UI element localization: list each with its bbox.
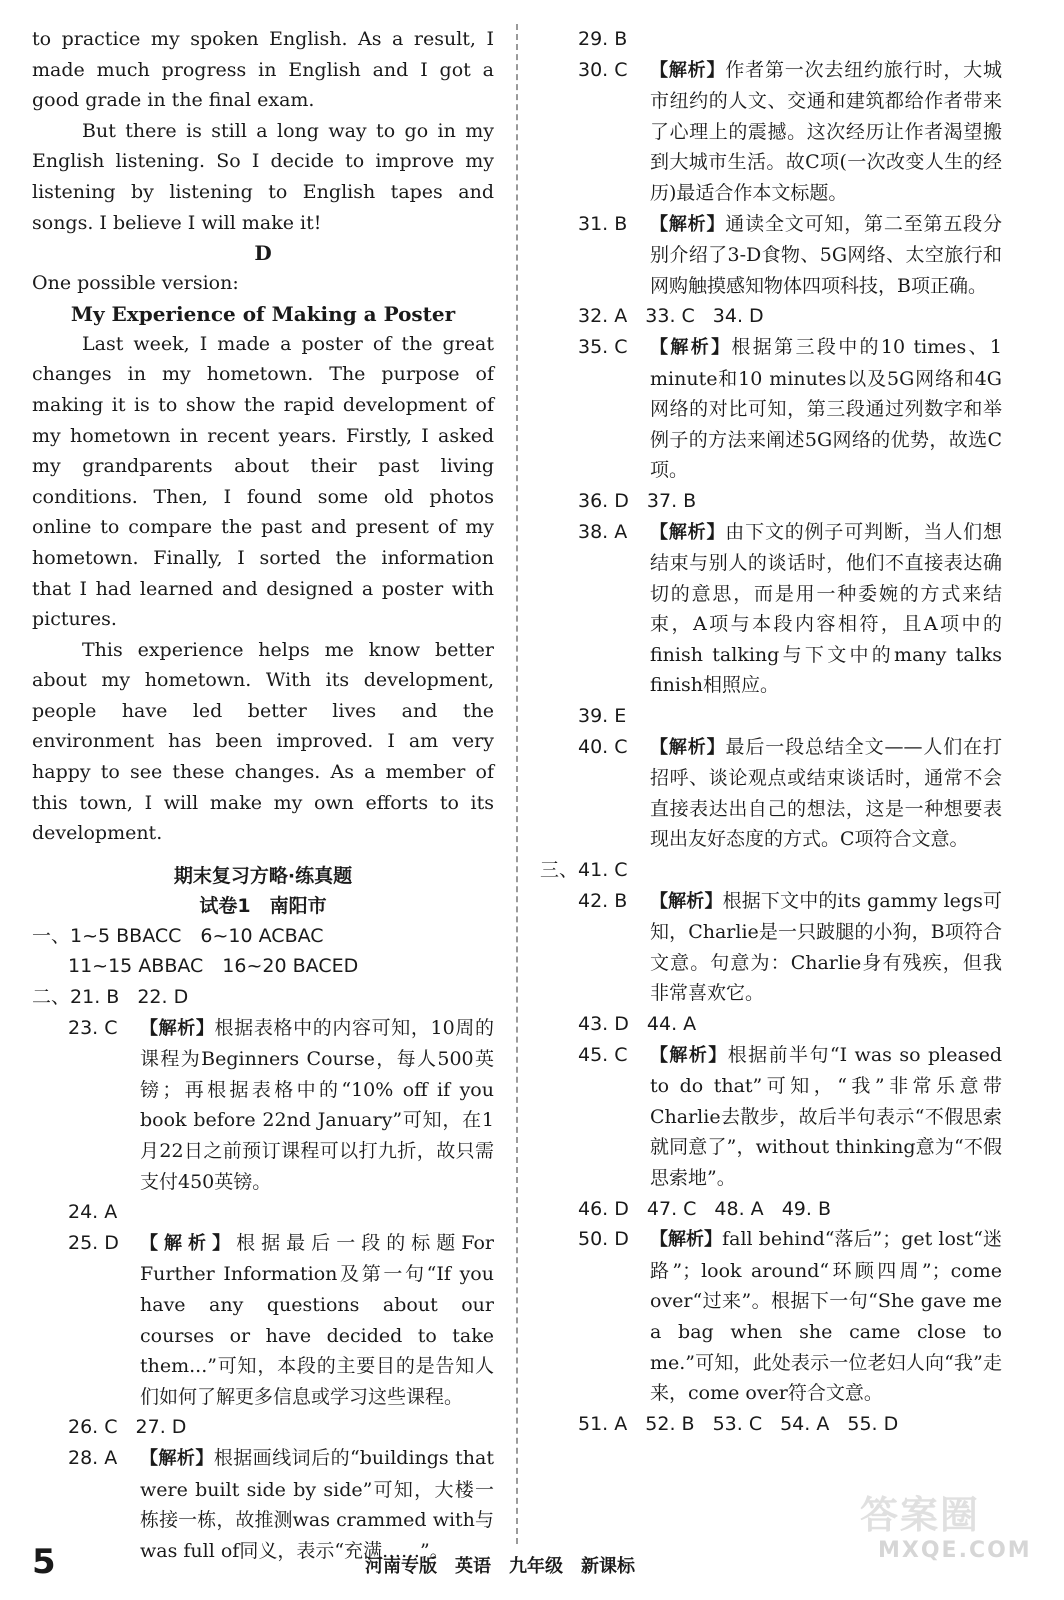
answer-40-number: 40. C xyxy=(578,735,628,758)
answer-32: 32. A xyxy=(578,305,628,328)
answer-21: 21. B xyxy=(70,986,120,1009)
analysis-tag: 【解析】 xyxy=(650,213,726,235)
answers-26-27 xyxy=(32,1412,494,1443)
answer-50 xyxy=(578,1224,1002,1409)
part1-answers-1: 1~5 BBACC 6~10 ACBAC xyxy=(70,924,324,947)
part2-line xyxy=(32,982,494,1013)
page-number: 5 xyxy=(32,1542,56,1582)
part1-answers-2: 11~15 ABBAC 16~20 BACED xyxy=(68,955,359,978)
analysis-tag: 【解析】 xyxy=(650,736,726,758)
answer-25-number: 25. D xyxy=(68,1231,119,1254)
part3-prefix: 三、 xyxy=(540,859,579,882)
answer-25 xyxy=(68,1228,494,1413)
part1-line-2 xyxy=(32,951,494,982)
essay-title: My Experience of Making a Poster xyxy=(70,301,456,326)
answer-48: 48. A xyxy=(714,1197,764,1220)
answer-53: 53. C xyxy=(712,1412,763,1435)
answer-25-text: 根据最后一段的标题For Further Information及第一句“If you have any questions about our courses or have decided to take them...”可知，本段的主要目的是告知人们如何了解更多信息或学习这些课程。 xyxy=(140,1231,495,1408)
answers-36-37 xyxy=(578,486,1002,517)
answer-38-text: 由下文的例子可判断，当人们想结束与别人的谈话时，他们不直接表达确切的意思，而是用一种委婉的方式来结束，A项与本段内容相符，且A项中的finish talking与下文中的many talks finish相照应。 xyxy=(650,520,1002,697)
answer-26: 26. C xyxy=(68,1416,118,1439)
answer-39: 39. E xyxy=(578,705,627,728)
one-possible-version: One possible version: xyxy=(32,272,239,295)
answer-38-number: 38. A xyxy=(578,520,628,543)
analysis-tag: 【解析】 xyxy=(650,336,732,358)
answer-37: 37. B xyxy=(646,489,697,512)
answer-42 xyxy=(578,886,1002,1009)
essay-paragraph-1: Last week, I made a poster of the great changes in my hometown. The purpose of making it is to show the rapid development of my hometown in recent years. Firstly, I asked my grandparents about their past living conditions. Then, I found some old photos online to compare the past and present of my hometown. Finally, I sorted the information that I had learned and designed a poster with pictures. xyxy=(32,332,494,631)
answer-35-number: 35. C xyxy=(578,335,628,358)
answer-42-text: 根据下文中的its gammy legs可知，Charlie是一只跛腿的小狗，B项符合文意。句意为：Charlie身有残疾，但我非常喜欢它。 xyxy=(650,889,1002,1005)
part2-prefix: 二、 xyxy=(32,986,71,1009)
answer-23-text: 根据表格中的内容可知，10周的课程为Beginners Course，每人500英镑；再根据表格中的“10% off if you book before 22nd January”可知，在1月22日之前预订课程可以打九折，故只需支付450英镑。 xyxy=(140,1016,494,1193)
answer-40 xyxy=(578,732,1002,855)
analysis-tag: 【解析】 xyxy=(650,1044,728,1066)
analysis-tag: 【解析】 xyxy=(140,1017,215,1039)
analysis-tag: 【解析】 xyxy=(650,890,723,912)
analysis-tag: 【解析】 xyxy=(650,521,726,543)
answer-30 xyxy=(578,55,1002,209)
answer-45-text: 根据前半句“I was so pleased to do that”可知，“我”非常乐意带Charlie去散步，故后半句表示“不假思索就同意了”，without thinking意为“不假思索地”。 xyxy=(650,1043,1002,1189)
answer-23 xyxy=(68,1013,494,1198)
answers-43-44 xyxy=(578,1009,1002,1040)
analysis-tag: 【解析】 xyxy=(650,59,726,81)
answer-45 xyxy=(578,1040,1002,1194)
section-title: 期末复习方略·练真题 xyxy=(173,864,353,887)
answer-47: 47. C xyxy=(646,1197,697,1220)
right-column xyxy=(540,24,1003,1439)
answer-22: 22. D xyxy=(137,986,189,1009)
answer-51: 51. A xyxy=(578,1412,628,1435)
answer-35-text: 根据第三段中的10 times、1 minute和10 minutes以及5G网络和4G网络的对比可知，第三段通过列数字和举例子的方法来阐述5G网络的优势，故选C项。 xyxy=(650,335,1002,482)
prev-paragraph-1: to practice my spoken English. As a result, I made much progress in English and I got a good grade in the final exam. xyxy=(32,28,494,112)
page-footer xyxy=(0,1540,1064,1590)
prev-paragraph-2: But there is still a long way to go in my English listening. So I decide to improve my listening by listening to English tapes and songs. I believe I will make it! xyxy=(32,119,494,234)
answer-54: 54. A xyxy=(780,1412,830,1435)
answer-28-text: 根据画线词后的“buildings that were built side by side”可知，大楼一栋接一栋，故推测was crammed with与was full of同义，表示“充满……”。 xyxy=(140,1446,495,1562)
watermark-logo: 答案圈 xyxy=(860,1493,981,1537)
answer-34: 34. D xyxy=(712,305,764,328)
answer-31 xyxy=(578,209,1002,302)
answer-45-number: 45. C xyxy=(578,1043,628,1066)
answers-46-49 xyxy=(578,1194,1002,1225)
answer-49: 49. B xyxy=(781,1197,831,1220)
answer-23-number: 23. C xyxy=(68,1016,118,1039)
answer-27: 27. D xyxy=(135,1416,187,1439)
left-column xyxy=(32,24,494,1566)
answer-30-number: 30. C xyxy=(578,58,628,81)
answer-50-number: 50. D xyxy=(578,1228,629,1251)
answers-51-55 xyxy=(578,1409,1002,1440)
answer-36: 36. D xyxy=(578,489,629,512)
answer-55: 55. D xyxy=(847,1412,899,1435)
column-divider xyxy=(516,24,518,1544)
answer-44: 44. A xyxy=(646,1013,697,1035)
answer-41: 41. C xyxy=(578,859,628,882)
part3-line xyxy=(540,855,1002,886)
answer-46: 46. D xyxy=(578,1197,629,1220)
analysis-tag: 【解析】 xyxy=(140,1232,237,1254)
answer-35 xyxy=(578,332,1002,486)
part1-prefix: 一、 xyxy=(32,924,71,947)
watermark-url: MXQE.COM xyxy=(878,1538,1032,1563)
answer-50-text: fall behind“落后”；get lost“迷路”；look around“环顾四周”；come over“过来”。根据下一句“She gave me a bag when she came close to me.”可知，此处表示一位老妇人向“我”走来，come over符合文意。 xyxy=(650,1228,1003,1405)
answer-28-number: 28. A xyxy=(68,1446,118,1469)
part1-line-1 xyxy=(32,921,494,952)
essay-paragraph-2: This experience helps me know better about my hometown. With its development, people have led better lives and the environment has been improved. I am very happy to see these changes. As a member of this town, I will make my own efforts to its development. xyxy=(32,638,494,845)
answer-40-text: 最后一段总结全文——人们在打招呼、谈论观点或结束谈话时，通常不会直接表达出自己的想法，这是一种想要表现出友好态度的方式。C项符合文意。 xyxy=(650,735,1002,851)
section-d-heading: D xyxy=(254,241,272,266)
answer-31-number: 31. B xyxy=(578,212,628,235)
answer-30-text: 作者第一次去纽约旅行时，大城市纽约的人文、交通和建筑都给作者带来了心理上的震撼。这次经历让作者渴望搬到大城市生活。故C项(一次改变人生的经历)最适合作本文标题。 xyxy=(650,58,1002,204)
answer-43: 43. D xyxy=(578,1013,629,1035)
answers-32-34 xyxy=(578,301,1002,332)
answer-52: 52. B xyxy=(645,1412,695,1435)
footer-text: 河南专版 英语 九年级 新课标 xyxy=(365,1556,635,1577)
answer-42-number: 42. B xyxy=(578,889,628,912)
answer-38 xyxy=(578,517,1002,702)
analysis-tag: 【解析】 xyxy=(650,1229,723,1251)
analysis-tag: 【解析】 xyxy=(140,1447,214,1469)
answer-33: 33. C xyxy=(645,305,695,328)
paper-title: 试卷1 南阳市 xyxy=(199,894,327,917)
answer-31-text: 通读全文可知，第二至第五段分别介绍了3-D食物、5G网络、太空旅行和网购触摸感知物体四项科技，B项正确。 xyxy=(650,212,1002,297)
answer-24: 24. A xyxy=(68,1201,118,1224)
answer-29: 29. B xyxy=(578,28,628,50)
